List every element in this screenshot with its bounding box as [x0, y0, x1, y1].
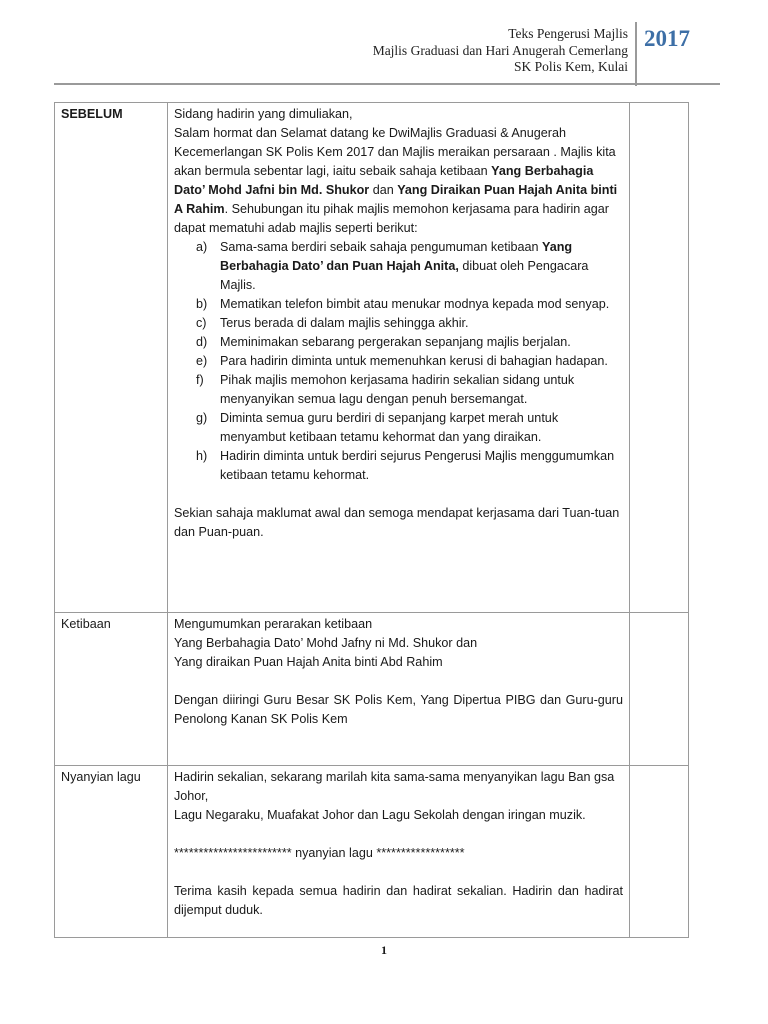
header-school: SK Polis Kem, Kulai	[513, 59, 628, 74]
list-item-text: Para hadirin diminta untuk memenuhkan kerusi di bahagian hadapan.	[220, 354, 608, 368]
song-list-line: Lagu Negaraku, Muafakat Johor dan Lagu Sekolah dengan iringan muzik.	[174, 808, 586, 822]
table-row	[55, 103, 689, 613]
header-divider	[635, 22, 637, 86]
table-row	[55, 613, 689, 766]
intro-honoree-name: Yang Diraikan Puan Hajah Anita binti A Rahim	[174, 183, 618, 216]
list-item-text-end: dibuat oleh Pengacara Majlis.	[220, 259, 589, 292]
table-row	[55, 766, 689, 938]
thanks-paragraph: Terima kasih kepada semua hadirin dan hadirat sekalian. Hadirin dan hadirat dijemput duduk.	[174, 884, 623, 917]
intro-text: Salam hormat dan Selamat datang ke DwiMajlis Graduasi & Anugerah Kecemerlangan SK Polis Kem 2017 dan Majlis meraikan persaraan . Majlis kita akan bermula sebentar lagi, iaitu sebaik sahaja ketibaan	[174, 126, 616, 178]
list-item	[196, 333, 623, 352]
row-label-cell	[55, 766, 168, 938]
intro-guest-name: Yang Berbahagia Dato’ Mohd Jafni bin Md. Shukor	[174, 164, 594, 197]
row-label: Nyanyian lagu	[61, 770, 141, 784]
row-label-cell	[55, 103, 168, 613]
row-notes-cell	[630, 613, 689, 766]
list-marker: d)	[196, 335, 208, 349]
intro-conjunction: dan	[369, 183, 398, 197]
row-content-cell	[168, 766, 630, 938]
list-item	[196, 314, 623, 333]
list-marker: a)	[196, 240, 208, 254]
list-item	[196, 447, 623, 485]
list-marker: b)	[196, 297, 208, 311]
rules-list	[174, 238, 623, 485]
row-label-cell	[55, 613, 168, 766]
greeting-line: Sidang hadirin yang dimuliakan,	[174, 107, 353, 121]
list-item-text: Pihak majlis memohon kerjasama hadirin sekalian sidang untuk menyanyikan semua lagu dengan penuh bersemangat.	[220, 373, 575, 406]
list-item-text: Hadirin diminta untuk berdiri sejurus Pengerusi Majlis menggumumkan ketibaan tetamu kehormat.	[220, 449, 615, 482]
song-invite-line: Hadirin sekalian, sekarang marilah kita sama-sama menyanyikan lagu Ban gsa Johor,	[174, 770, 615, 803]
list-marker: e)	[196, 354, 208, 368]
honoree-line: Yang diraikan Puan Hajah Anita binti Abd Rahim	[174, 655, 443, 669]
list-marker: h)	[196, 449, 208, 463]
guest-line: Yang Berbahagia Dato’ Mohd Jafny ni Md. Shukor dan	[174, 636, 478, 650]
list-marker: c)	[196, 316, 207, 330]
escort-paragraph: Dengan diiringi Guru Besar SK Polis Kem, Yang Dipertua PIBG dan Guru-guru Penolong Kanan SK Polis Kem	[174, 693, 623, 726]
list-item	[196, 295, 623, 314]
list-marker: g)	[196, 411, 208, 425]
intro-paragraph	[174, 124, 623, 238]
list-item-text: Mematikan telefon bimbit atau menukar modnya kepada mod senyap.	[220, 297, 610, 311]
list-item-text: Meminimakan sebarang pergerakan sepanjang majlis berjalan.	[220, 335, 571, 349]
header-rule	[54, 83, 720, 85]
row-notes-cell	[630, 766, 689, 938]
row-notes-cell	[630, 103, 689, 613]
script-table	[54, 102, 689, 938]
closing-paragraph: Sekian sahaja maklumat awal dan semoga mendapat kerjasama dari Tuan-tuan dan Puan-puan.	[174, 506, 620, 539]
row-content-cell	[168, 613, 630, 766]
list-item-text: Terus berada di dalam majlis sehingga akhir.	[220, 316, 469, 330]
list-item	[196, 238, 623, 295]
page-number: 1	[381, 943, 387, 957]
list-item	[196, 371, 623, 409]
header-event: Majlis Graduasi dan Hari Anugerah Cemerlang	[372, 42, 628, 58]
header-year: 2017	[644, 26, 690, 51]
list-item-text: Diminta semua guru berdiri di sepanjang karpet merah untuk menyambut ketibaan tetamu kehormat dan yang diraikan.	[220, 411, 559, 444]
song-separator: ************************ nyanyian lagu ******************	[174, 846, 465, 860]
row-content-cell	[168, 103, 630, 613]
announcement-line: Mengumumkan perarakan ketibaan	[174, 617, 373, 631]
list-item	[196, 409, 623, 447]
row-label: Ketibaan	[61, 617, 111, 631]
page-header	[0, 0, 768, 90]
intro-request: . Sehubungan itu pihak majlis memohon kerjasama para hadirin agar dapat mematuhi adab majlis seperti berikut:	[174, 202, 609, 235]
header-title: Teks Pengerusi Majlis	[508, 26, 628, 41]
list-item-text: Sama-sama berdiri sebaik sahaja pengumuman ketibaan	[220, 240, 543, 254]
list-item-bold: Yang Berbahagia Dato’ dan Puan Hajah Anita,	[220, 240, 573, 273]
row-label: SEBELUM	[61, 107, 123, 121]
list-marker: f)	[196, 373, 204, 387]
list-item	[196, 352, 623, 371]
header-title-block	[208, 26, 628, 76]
